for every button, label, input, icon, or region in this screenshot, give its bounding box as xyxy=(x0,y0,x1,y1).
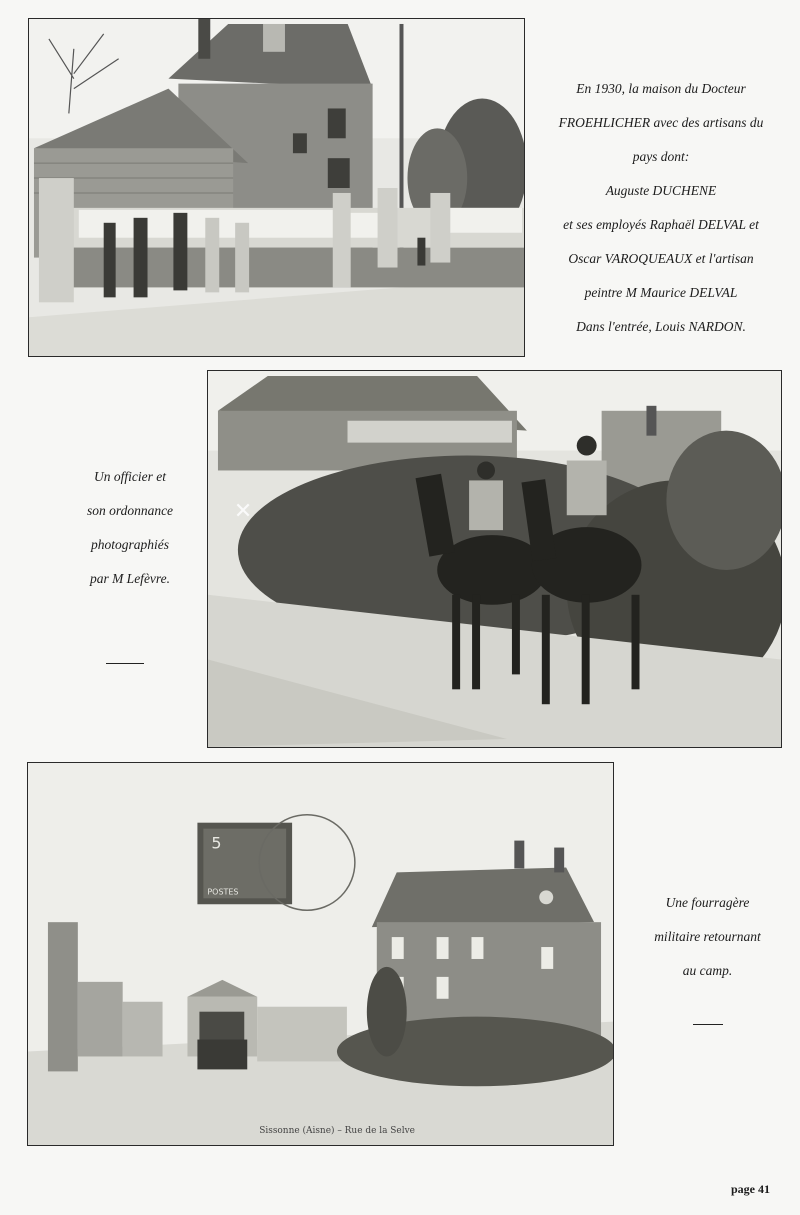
caption-line: par M Lefèvre. xyxy=(89,571,171,586)
caption-line: Un officier et xyxy=(94,469,166,484)
caption-line: Oscar VAROQUEAUX et l'artisan xyxy=(568,251,754,266)
photo-postcard-sissonne-image xyxy=(28,763,613,1145)
postcard-legend: Sissonne (Aisne) – Rue de la Selve xyxy=(259,1126,415,1137)
caption-line: FROEHLICHER avec des artisans du xyxy=(558,115,764,130)
photo-officer-horses xyxy=(207,370,782,748)
divider-rule xyxy=(106,663,144,664)
stamp-value: 5 xyxy=(211,833,222,853)
photo-officer-horses-image xyxy=(208,371,781,747)
photo-postcard-sissonne xyxy=(27,762,614,1146)
postage-stamp xyxy=(197,823,292,905)
photo-house-artisans xyxy=(28,18,525,357)
caption-line: photographiés xyxy=(90,537,169,552)
caption-line: et ses employés Raphaël DELVAL et xyxy=(563,217,759,232)
caption-line: Une fourragère xyxy=(665,895,750,910)
svg-text:✕: ✕ xyxy=(233,499,253,525)
caption-officer xyxy=(40,460,220,596)
caption-line: En 1930, la maison du Docteur xyxy=(576,81,746,96)
caption-line: militaire retournant xyxy=(654,929,761,944)
page-number: page 41 xyxy=(731,1182,770,1196)
caption-line: son ordonnance xyxy=(86,503,174,518)
divider-rule xyxy=(693,1024,723,1025)
caption-line: au camp. xyxy=(682,963,733,978)
caption-fourragere xyxy=(615,886,800,988)
caption-line: pays dont: xyxy=(632,149,690,164)
caption-house-artisans xyxy=(530,72,792,344)
caption-line: peintre M Maurice DELVAL xyxy=(584,285,738,300)
caption-line: Auguste DUCHENE xyxy=(605,183,717,198)
stamp-text: POSTES xyxy=(207,887,239,897)
photo-house-artisans-image xyxy=(29,19,524,356)
caption-line: Dans l'entrée, Louis NARDON. xyxy=(576,319,746,334)
